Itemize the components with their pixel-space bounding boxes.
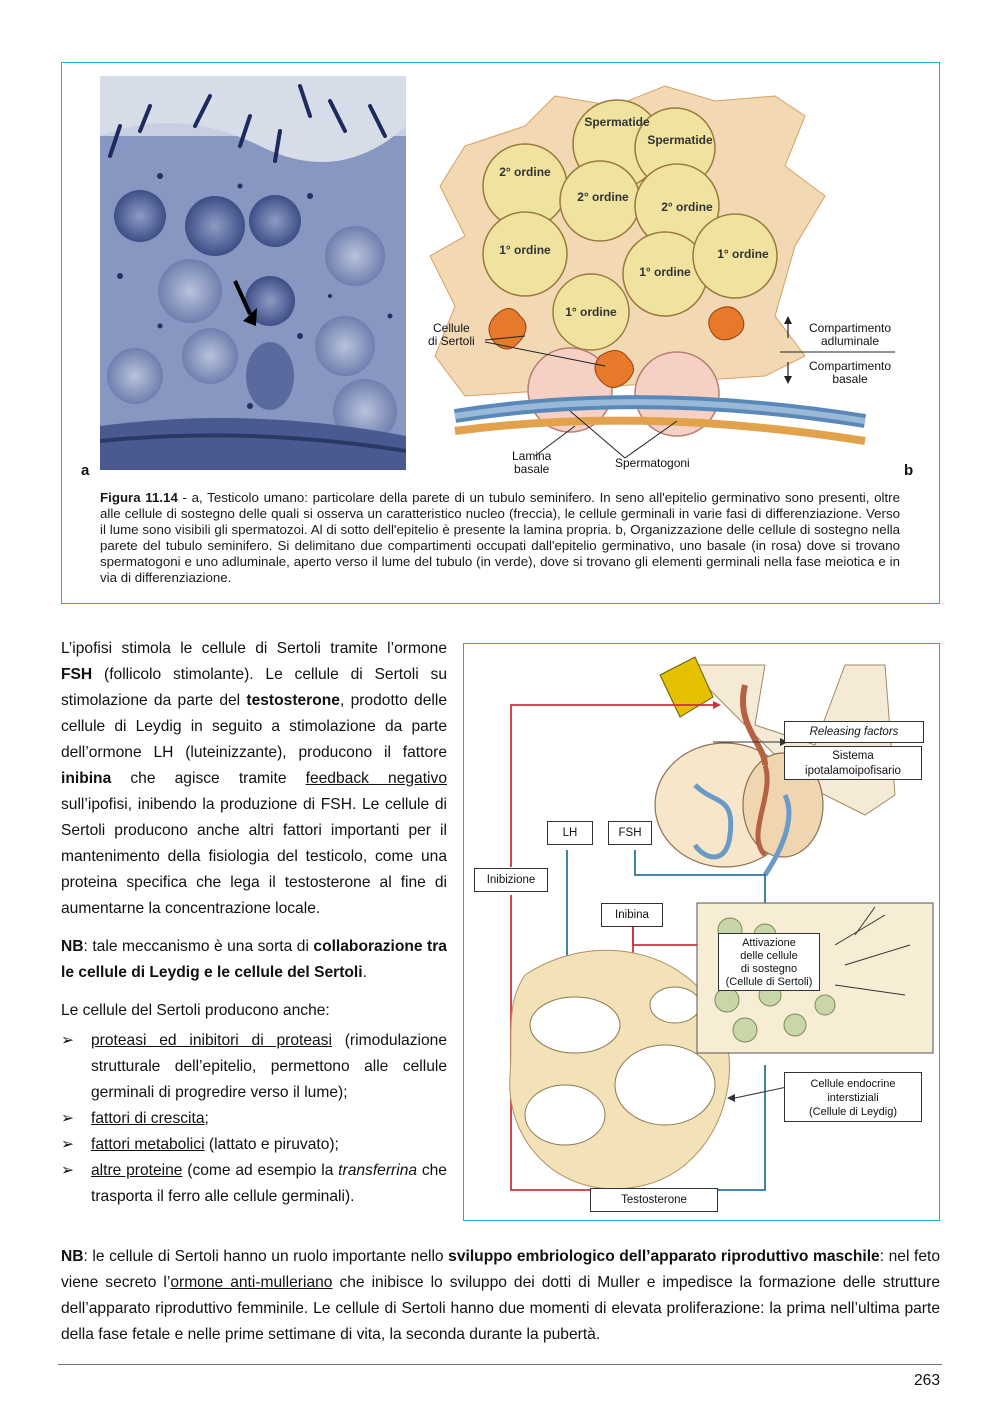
paragraph-nb1: NB: tale meccanismo è una sorta di collaborazione tra le cellule di Leydig e le cellule del Sertoli. bbox=[61, 938, 447, 981]
figure-caption bbox=[100, 490, 900, 586]
lh-label: LH bbox=[547, 821, 593, 845]
list-item: ➢ altre proteine (come ad esempio la transferrina che trasporta il ferro alle cellule germinali). bbox=[61, 1162, 447, 1205]
panel-label-b: b bbox=[904, 462, 914, 479]
cell-label: 2° ordine bbox=[499, 165, 551, 179]
spermatogonia-label: Spermatogoni bbox=[615, 456, 690, 470]
micrograph-image bbox=[100, 76, 406, 470]
paragraph-intro: L’ipofisi stimola le cellule di Sertoli tramite l’ormone FSH (follicolo stimolante). Le cellule di Sertoli su stimolazione da parte del testosterone, prodotto delle cellule di Leydig in seguito a stimolazione da parte dell’ormone LH (luteinizzante), producono il fattore inibina che agisce tramite feedback negativo sull’ipofisi, inibendo la produzione di FSH. Le cellule di Sertoli producono anche altri fattori importanti per il mantenimento della fisiologia del testicolo, come una proteina specifica che lega il testosterone al fine di aumentarne la concentrazione locale. bbox=[61, 640, 447, 917]
list-item: ➢ fattori metabolici (lattato e piruvato); bbox=[61, 1136, 339, 1153]
fsh-label: FSH bbox=[608, 821, 652, 845]
caption-text: - a, Testicolo umano: particolare della parete di un tubulo seminifero. In seno all'epitelio germinativo sono presenti, oltre alle cellule di sostegno delle quali si osserva un caratteristico nucleo (freccia), le cellule germinali in varie fasi di differenziazione. Verso il lume sono visibili gli spermatozoi. Al di sotto dell'epitelio è presente la lamina propria. b, Organizzazione delle cellule di sostegno nella parete del tubulo seminifero. Si delimitano due compartimenti occupati dall'epitelio germinativo, uno basale (in rosa) dove si trovano spermatogoni e uno adluminale, aperto verso il lume del tubulo (in verde), dove si trovano gli elementi germinali nella fase meiotica e in via di differenziazione. bbox=[100, 490, 901, 585]
footer-rule bbox=[58, 1364, 942, 1365]
cell-label: 2° ordine bbox=[577, 190, 629, 204]
paragraph-nb2: NB: le cellule di Sertoli hanno un ruolo importante nello sviluppo embriologico dell’apparato riproduttivo maschile: nel feto viene secreto l’ormone anti-mulleriano che inibisce lo sviluppo dei dotti di Muller e impedisce la formazione delle strutture dell’apparato riproduttivo femminile. Le cellule di Sertoli hanno due momenti di elevata proliferazione: la prima nell’ultima parte della fase fetale e nelle prime settimane di vita, la seconda durante la pubertà. bbox=[61, 1248, 940, 1343]
cell-label: 1° ordine bbox=[639, 265, 691, 279]
cell-label: 1° ordine bbox=[565, 305, 617, 319]
caption-head: Figura 11.14 bbox=[100, 490, 178, 505]
list-item: ➢ proteasi ed inibitori di proteasi (rimodulazione strutturale dell’epitelio, permettono alle cellule germinali di progredire verso il lume); bbox=[61, 1032, 448, 1101]
page-number: 263 bbox=[913, 1372, 940, 1389]
sertoli-label: Cellule di Sertoli bbox=[428, 321, 475, 348]
lamina-label: Lamina basale bbox=[512, 449, 552, 476]
testosterone-label: Testosterone bbox=[590, 1188, 718, 1212]
panel-label-a: a bbox=[81, 462, 90, 479]
compartment-basal-label: Compartimento basale bbox=[808, 359, 892, 386]
list-item: ➢ fattori di crescita; bbox=[61, 1110, 209, 1127]
sertoli-activation-label: Attivazione delle cellule di sostegno (Cellule di Sertoli) bbox=[718, 933, 820, 991]
left-column bbox=[61, 636, 447, 1210]
list-intro: Le cellule del Sertoli producono anche: bbox=[61, 1002, 330, 1019]
sertoli-schematic bbox=[425, 76, 905, 476]
cell-label: 1° ordine bbox=[499, 243, 551, 257]
leydig-cells-label: Cellule endocrine interstiziali (Cellule di Leydig) bbox=[784, 1072, 922, 1122]
cell-label: 2° ordine bbox=[661, 200, 713, 214]
cell-label: 1° ordine bbox=[717, 247, 769, 261]
cell-label: Spermatide bbox=[584, 115, 650, 129]
releasing-factors-label: Releasing factors bbox=[784, 721, 924, 743]
inhibin-label: Inibina bbox=[601, 903, 663, 927]
system-label: Sistema ipotalamoipofisario bbox=[784, 746, 922, 780]
compartment-adluminal-label: Compartimento adluminale bbox=[808, 321, 892, 348]
inhibition-label: Inibizione bbox=[474, 868, 548, 892]
cell-label: Spermatide bbox=[647, 133, 713, 147]
sertoli-products-list bbox=[61, 1028, 447, 1210]
